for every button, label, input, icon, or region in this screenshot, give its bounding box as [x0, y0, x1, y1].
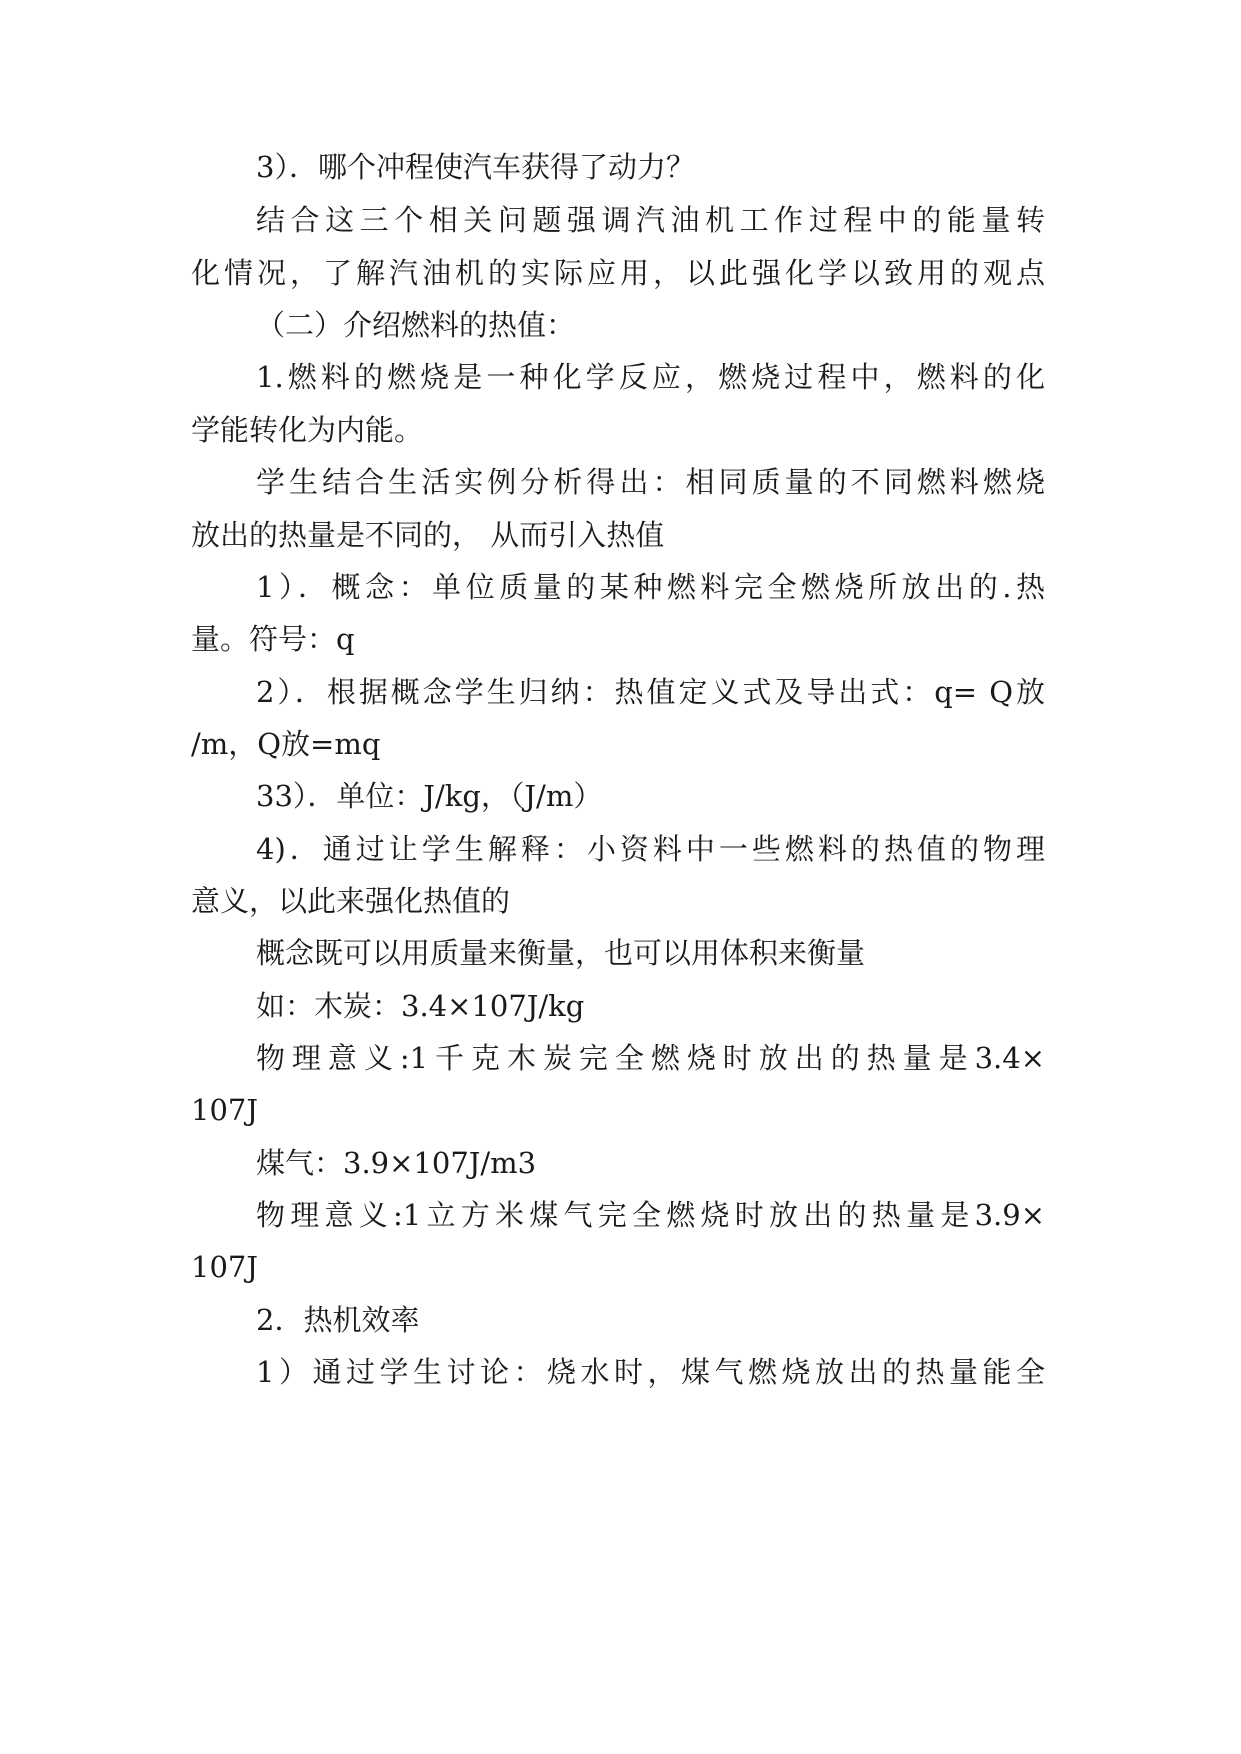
text-line: 1）．概念：单位质量的某种燃料完全燃烧所放出的.热	[256, 570, 1045, 604]
text-line: 学生结合生活实例分析得出：相同质量的不同燃料燃烧	[256, 465, 1045, 499]
text-line: 1）通过学生讨论：烧水时，煤气燃烧放出的热量能全	[256, 1355, 1045, 1389]
text-line: /m，Q放=mq	[191, 727, 381, 761]
text-line: 量。符号：q	[191, 622, 355, 656]
text-line: 煤气：3.9×107J/m3	[256, 1146, 537, 1180]
text-line: 意义，以此来强化热值的	[191, 884, 511, 918]
section-heading: （二）介绍燃料的热值：	[256, 308, 576, 342]
text-line: 2）．根据概念学生归纳：热值定义式及导出式：q= Q放	[256, 675, 1045, 709]
text-line: 33）．单位：J/kg，（J/m）	[256, 779, 603, 813]
text-line: 物理意义:1立方米煤气完全燃烧时放出的热量是3.9×	[256, 1198, 1045, 1232]
text-line: 107J	[191, 1093, 258, 1127]
text-line: 学能转化为内能。	[191, 413, 424, 447]
text-line: 概念既可以用质量来衡量，也可以用体积来衡量	[256, 936, 866, 970]
text-line: 物理意义:1千克木炭完全燃烧时放出的热量是3.4×	[256, 1041, 1045, 1075]
text-line: 1.燃料的燃烧是一种化学反应，燃烧过程中，燃料的化	[256, 360, 1045, 394]
text-line: 107J	[191, 1250, 258, 1284]
text-line: 放出的热量是不同的， 从而引入热值	[191, 518, 665, 552]
text-line: 化情况，了解汽油机的实际应用，以此强化学以致用的观点	[191, 256, 1045, 290]
section-heading: 2．热机效率	[256, 1303, 420, 1337]
text-line: 4)．通过让学生解释：小资料中一些燃料的热值的物理	[256, 832, 1045, 866]
text-line: 3）．哪个冲程使汽车获得了动力？	[256, 150, 695, 184]
text-line: 结合这三个相关问题强调汽油机工作过程中的能量转	[256, 203, 1045, 237]
text-line: 如：木炭：3.4×107J/kg	[256, 989, 585, 1023]
